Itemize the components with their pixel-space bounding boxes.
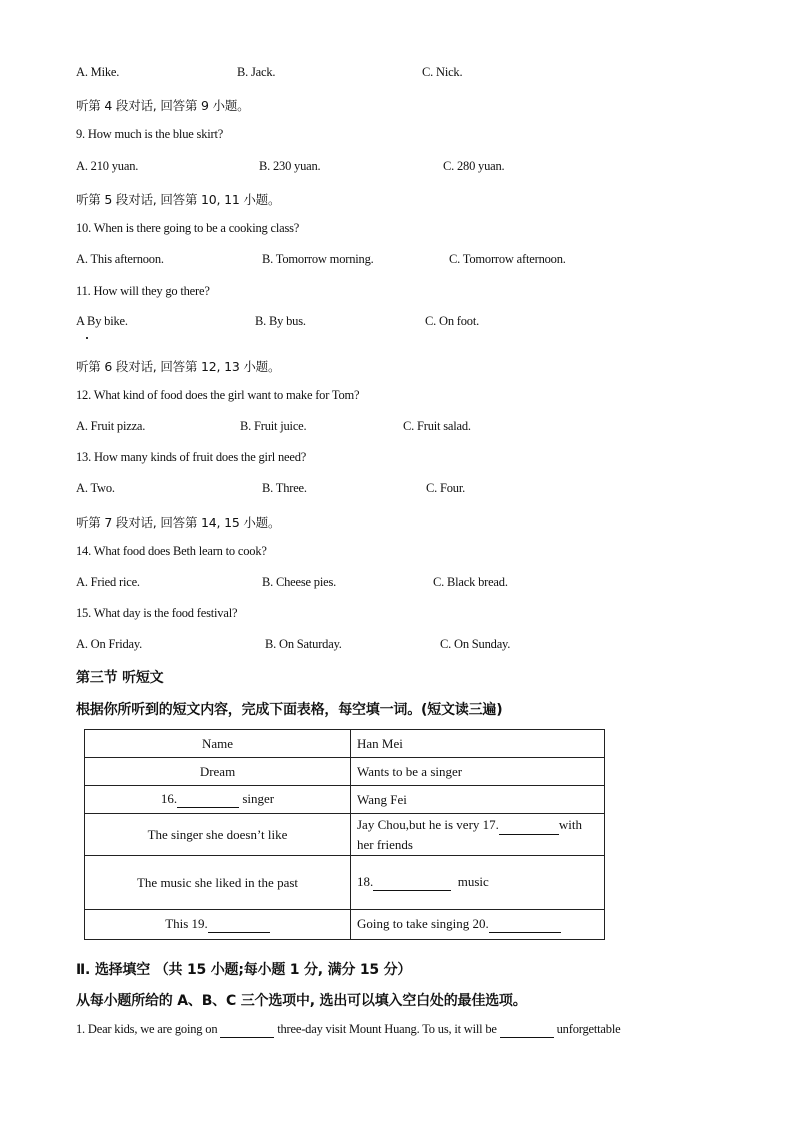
section-3-instruction: 根据你所听到的短文内容，完成下面表格，每空填一词。(短文读三遍) — [76, 702, 503, 718]
q13-stem: 13. How many kinds of fruit does the girl need? — [76, 450, 307, 464]
q10-option-c[interactable]: C. Tomorrow afternoon. — [449, 252, 566, 266]
q13-option-a[interactable]: A. Two. — [76, 481, 115, 495]
q11-option-c[interactable]: C. On foot. — [425, 314, 480, 328]
q15-stem: 15. What day is the food festival? — [76, 606, 238, 620]
dialog-6-instruction: 听第 6 段对话, 回答第 12, 13 小题。 — [76, 359, 281, 374]
part-2-title: Ⅱ. 选择填空 （共 15 小题;每小题 1 分, 满分 15 分） — [76, 962, 412, 978]
table-cell-value: Han Mei — [351, 730, 605, 758]
q8-option-c[interactable]: C. Nick. — [422, 65, 463, 79]
part-2-instruction: 从每小题所给的 A、B、C 三个选项中, 选出可以填入空白处的最佳选项。 — [76, 993, 527, 1009]
table-cell-label — [85, 786, 351, 814]
blank-19[interactable] — [208, 916, 270, 933]
dialog-7-instruction: 听第 7 段对话, 回答第 14, 15 小题。 — [76, 515, 281, 530]
table-row — [85, 910, 605, 940]
table-row — [85, 856, 605, 910]
q14-option-c[interactable]: C. Black bread. — [433, 575, 508, 589]
q9-option-a[interactable]: A. 210 yuan. — [76, 159, 139, 173]
table-cell-value — [351, 910, 605, 940]
table-cell-label: The singer she doesn’t like — [85, 814, 351, 856]
q10-option-b[interactable]: B. Tomorrow morning. — [262, 252, 374, 266]
q1-text-middle: three-day visit Mount Huang. To us, it will be — [274, 1022, 500, 1036]
q14-option-b[interactable]: B. Cheese pies. — [262, 575, 337, 589]
part-2-q1 — [76, 1022, 620, 1038]
q12-option-a[interactable]: A. Fruit pizza. — [76, 419, 146, 433]
q1-blank-1[interactable] — [220, 1022, 274, 1038]
blank-17-line2: her friends — [357, 837, 413, 852]
q9-option-b[interactable]: B. 230 yuan. — [259, 159, 321, 173]
section-3-title: 第三节 听短文 — [76, 670, 164, 686]
blank-16-suffix: singer — [239, 791, 275, 806]
blank-18-suffix: music — [451, 874, 489, 889]
q13-option-c[interactable]: C. Four. — [426, 481, 466, 495]
q11-option-b[interactable]: B. By bus. — [255, 314, 306, 328]
stray-dot — [86, 337, 88, 339]
q10-option-a[interactable]: A. This afternoon. — [76, 252, 164, 266]
q14-stem: 14. What food does Beth learn to cook? — [76, 544, 267, 558]
table-cell-value: Wang Fei — [351, 786, 605, 814]
blank-18-number: 18. — [357, 874, 374, 889]
q13-option-b[interactable]: B. Three. — [262, 481, 307, 495]
table-row — [85, 758, 605, 786]
table-row — [85, 786, 605, 814]
q15-option-b[interactable]: B. On Saturday. — [265, 637, 342, 651]
q12-option-c[interactable]: C. Fruit salad. — [403, 419, 471, 433]
blank-16[interactable] — [177, 791, 239, 808]
table-cell-value — [351, 856, 605, 910]
table-cell-label — [85, 910, 351, 940]
blank-17-suffix: with — [558, 817, 583, 832]
table-cell-value: Wants to be a singer — [351, 758, 605, 786]
q1-text-end: unforgettable — [553, 1022, 621, 1036]
table-cell-label: Dream — [85, 758, 351, 786]
dialog-4-instruction: 听第 4 段对话, 回答第 9 小题。 — [76, 98, 250, 113]
blank-18[interactable] — [373, 874, 451, 891]
blank-20-prefix: Going to take singing 20. — [357, 916, 489, 931]
blank-17-prefix: Jay Chou,but he is very 17. — [357, 817, 499, 832]
dialog-5-instruction: 听第 5 段对话, 回答第 10, 11 小题。 — [76, 192, 281, 207]
q1-blank-2[interactable] — [500, 1022, 554, 1038]
blank-17[interactable] — [499, 815, 559, 835]
table-cell-value — [351, 814, 605, 856]
q12-option-b[interactable]: B. Fruit juice. — [240, 419, 307, 433]
q10-stem: 10. When is there going to be a cooking class? — [76, 221, 300, 235]
q15-option-c[interactable]: C. On Sunday. — [440, 637, 511, 651]
q15-option-a[interactable]: A. On Friday. — [76, 637, 143, 651]
q8-option-a[interactable]: A. Mike. — [76, 65, 120, 79]
table-cell-label: The music she liked in the past — [85, 856, 351, 910]
blank-19-prefix: This 19. — [165, 916, 208, 931]
blank-20[interactable] — [489, 916, 561, 933]
table-cell-label: Name — [85, 730, 351, 758]
q12-stem: 12. What kind of food does the girl want to make for Tom? — [76, 388, 360, 402]
q11-stem: 11. How will they go there? — [76, 284, 210, 298]
blank-16-number: 16. — [160, 791, 178, 806]
info-table — [84, 729, 605, 940]
table-row — [85, 730, 605, 758]
table-row — [85, 814, 605, 856]
q1-text-start: 1. Dear kids, we are going on — [76, 1022, 221, 1036]
q9-option-c[interactable]: C. 280 yuan. — [443, 159, 505, 173]
q9-stem: 9. How much is the blue skirt? — [76, 127, 224, 141]
q8-option-b[interactable]: B. Jack. — [237, 65, 276, 79]
q14-option-a[interactable]: A. Fried rice. — [76, 575, 140, 589]
q11-option-a[interactable]: A By bike. — [76, 314, 128, 328]
